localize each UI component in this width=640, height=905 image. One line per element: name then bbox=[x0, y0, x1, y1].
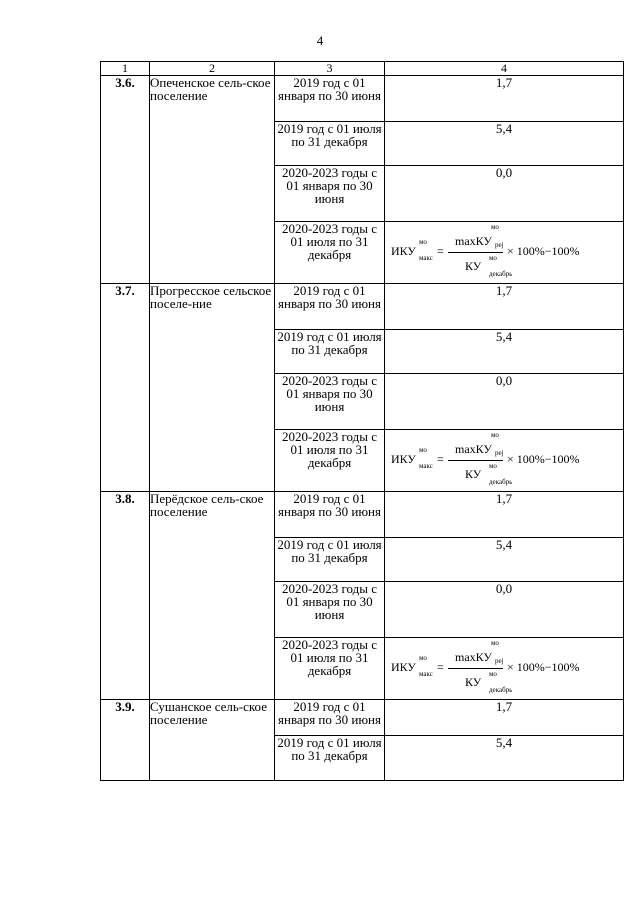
formula-lhs-sub: макс bbox=[419, 254, 433, 262]
row-number: 3.8. bbox=[101, 492, 150, 700]
formula-denominator: КУ bbox=[465, 467, 482, 481]
formula-den-sub: декабрь bbox=[489, 686, 513, 694]
formula-denominator: КУ bbox=[465, 675, 482, 689]
fraction-bar bbox=[448, 668, 503, 669]
formula-equals: = bbox=[437, 244, 444, 258]
fraction-bar bbox=[448, 460, 503, 461]
fraction-bar bbox=[448, 252, 503, 253]
value-cell: 5,4 bbox=[385, 122, 624, 166]
period-cell: 2019 год с 01 января по 30 июня bbox=[275, 700, 385, 736]
formula-num-sup: мо bbox=[491, 639, 499, 647]
table-row bbox=[101, 76, 624, 122]
settlement-name: Прогресское сельское поселе-ние bbox=[150, 284, 275, 492]
formula-lhs-sup: мо bbox=[419, 238, 427, 246]
formula-numerator: maxКУ bbox=[455, 234, 492, 248]
period-cell: 2019 год с 01 июля по 31 декабря bbox=[275, 330, 385, 374]
formula-num-sub: рej bbox=[495, 449, 504, 457]
formula-den-sub: декабрь bbox=[489, 478, 513, 486]
value-cell: 0,0 bbox=[385, 582, 624, 638]
value-cell: 1,7 bbox=[385, 492, 624, 538]
formula-den-sup: мо bbox=[489, 254, 497, 262]
formula-num-sup: мо bbox=[491, 431, 499, 439]
value-cell: 5,4 bbox=[385, 330, 624, 374]
formula-tail: × 100%−100% bbox=[507, 660, 580, 674]
formula-num-sub: рej bbox=[495, 657, 504, 665]
period-cell: 2019 год с 01 июля по 31 декабря bbox=[275, 736, 385, 781]
value-cell: 1,7 bbox=[385, 284, 624, 330]
formula-lhs-sup: мо bbox=[419, 654, 427, 662]
period-cell: 2019 год с 01 января по 30 июня bbox=[275, 284, 385, 330]
value-cell: 5,4 bbox=[385, 736, 624, 781]
settlement-name: Перёдское сель-ское поселение bbox=[150, 492, 275, 700]
formula-equals: = bbox=[437, 660, 444, 674]
period-cell: 2020-2023 годы с 01 января по 30 июня bbox=[275, 166, 385, 222]
formula-numerator: maxКУ bbox=[455, 442, 492, 456]
formula-equals: = bbox=[437, 452, 444, 466]
header-col-1: 1 bbox=[101, 62, 150, 76]
formula-lhs: ИКУ bbox=[391, 452, 416, 466]
formula-lhs-sub: макс bbox=[419, 462, 433, 470]
period-cell: 2019 год с 01 июля по 31 декабря bbox=[275, 538, 385, 582]
period-cell: 2019 год с 01 января по 30 июня bbox=[275, 492, 385, 538]
period-cell: 2020-2023 годы с 01 января по 30 июня bbox=[275, 582, 385, 638]
period-cell: 2019 год с 01 января по 30 июня bbox=[275, 76, 385, 122]
period-cell: 2020-2023 годы с 01 июля по 31 декабря bbox=[275, 222, 385, 284]
formula-num-sub: рej bbox=[495, 241, 504, 249]
formula-den-sub: декабрь bbox=[489, 270, 513, 278]
period-cell: 2020-2023 годы с 01 июля по 31 декабря bbox=[275, 430, 385, 492]
row-number: 3.7. bbox=[101, 284, 150, 492]
period-cell: 2020-2023 годы с 01 июля по 31 декабря bbox=[275, 638, 385, 700]
index-formula bbox=[385, 222, 623, 280]
formula-den-sup: мо bbox=[489, 670, 497, 678]
value-cell: 5,4 bbox=[385, 538, 624, 582]
formula-cell bbox=[385, 430, 624, 492]
header-col-4: 4 bbox=[385, 62, 624, 76]
formula-num-sup: мо bbox=[491, 223, 499, 231]
formula-lhs-sub: макс bbox=[419, 670, 433, 678]
value-cell: 1,7 bbox=[385, 76, 624, 122]
formula-lhs: ИКУ bbox=[391, 660, 416, 674]
row-number: 3.6. bbox=[101, 76, 150, 284]
table-header-row bbox=[101, 62, 624, 76]
index-formula bbox=[385, 638, 623, 696]
table-row bbox=[101, 284, 624, 330]
row-number: 3.9. bbox=[101, 700, 150, 781]
table-row bbox=[101, 492, 624, 538]
period-cell: 2019 год с 01 июля по 31 декабря bbox=[275, 122, 385, 166]
index-formula bbox=[385, 430, 623, 488]
formula-denominator: КУ bbox=[465, 259, 482, 273]
header-col-2: 2 bbox=[150, 62, 275, 76]
value-cell: 0,0 bbox=[385, 166, 624, 222]
tariff-table bbox=[100, 61, 624, 781]
settlement-name: Опеченское сель-ское поселение bbox=[150, 76, 275, 284]
formula-lhs-sup: мо bbox=[419, 446, 427, 454]
formula-cell bbox=[385, 638, 624, 700]
formula-den-sup: мо bbox=[489, 462, 497, 470]
formula-lhs: ИКУ bbox=[391, 244, 416, 258]
period-cell: 2020-2023 годы с 01 января по 30 июня bbox=[275, 374, 385, 430]
value-cell: 1,7 bbox=[385, 700, 624, 736]
table-row bbox=[101, 700, 624, 736]
header-col-3: 3 bbox=[275, 62, 385, 76]
value-cell: 0,0 bbox=[385, 374, 624, 430]
page-number: 4 bbox=[316, 33, 324, 48]
formula-tail: × 100%−100% bbox=[507, 244, 580, 258]
settlement-name: Сушанское сель-ское поселение bbox=[150, 700, 275, 781]
formula-numerator: maxКУ bbox=[455, 650, 492, 664]
formula-cell bbox=[385, 222, 624, 284]
formula-tail: × 100%−100% bbox=[507, 452, 580, 466]
